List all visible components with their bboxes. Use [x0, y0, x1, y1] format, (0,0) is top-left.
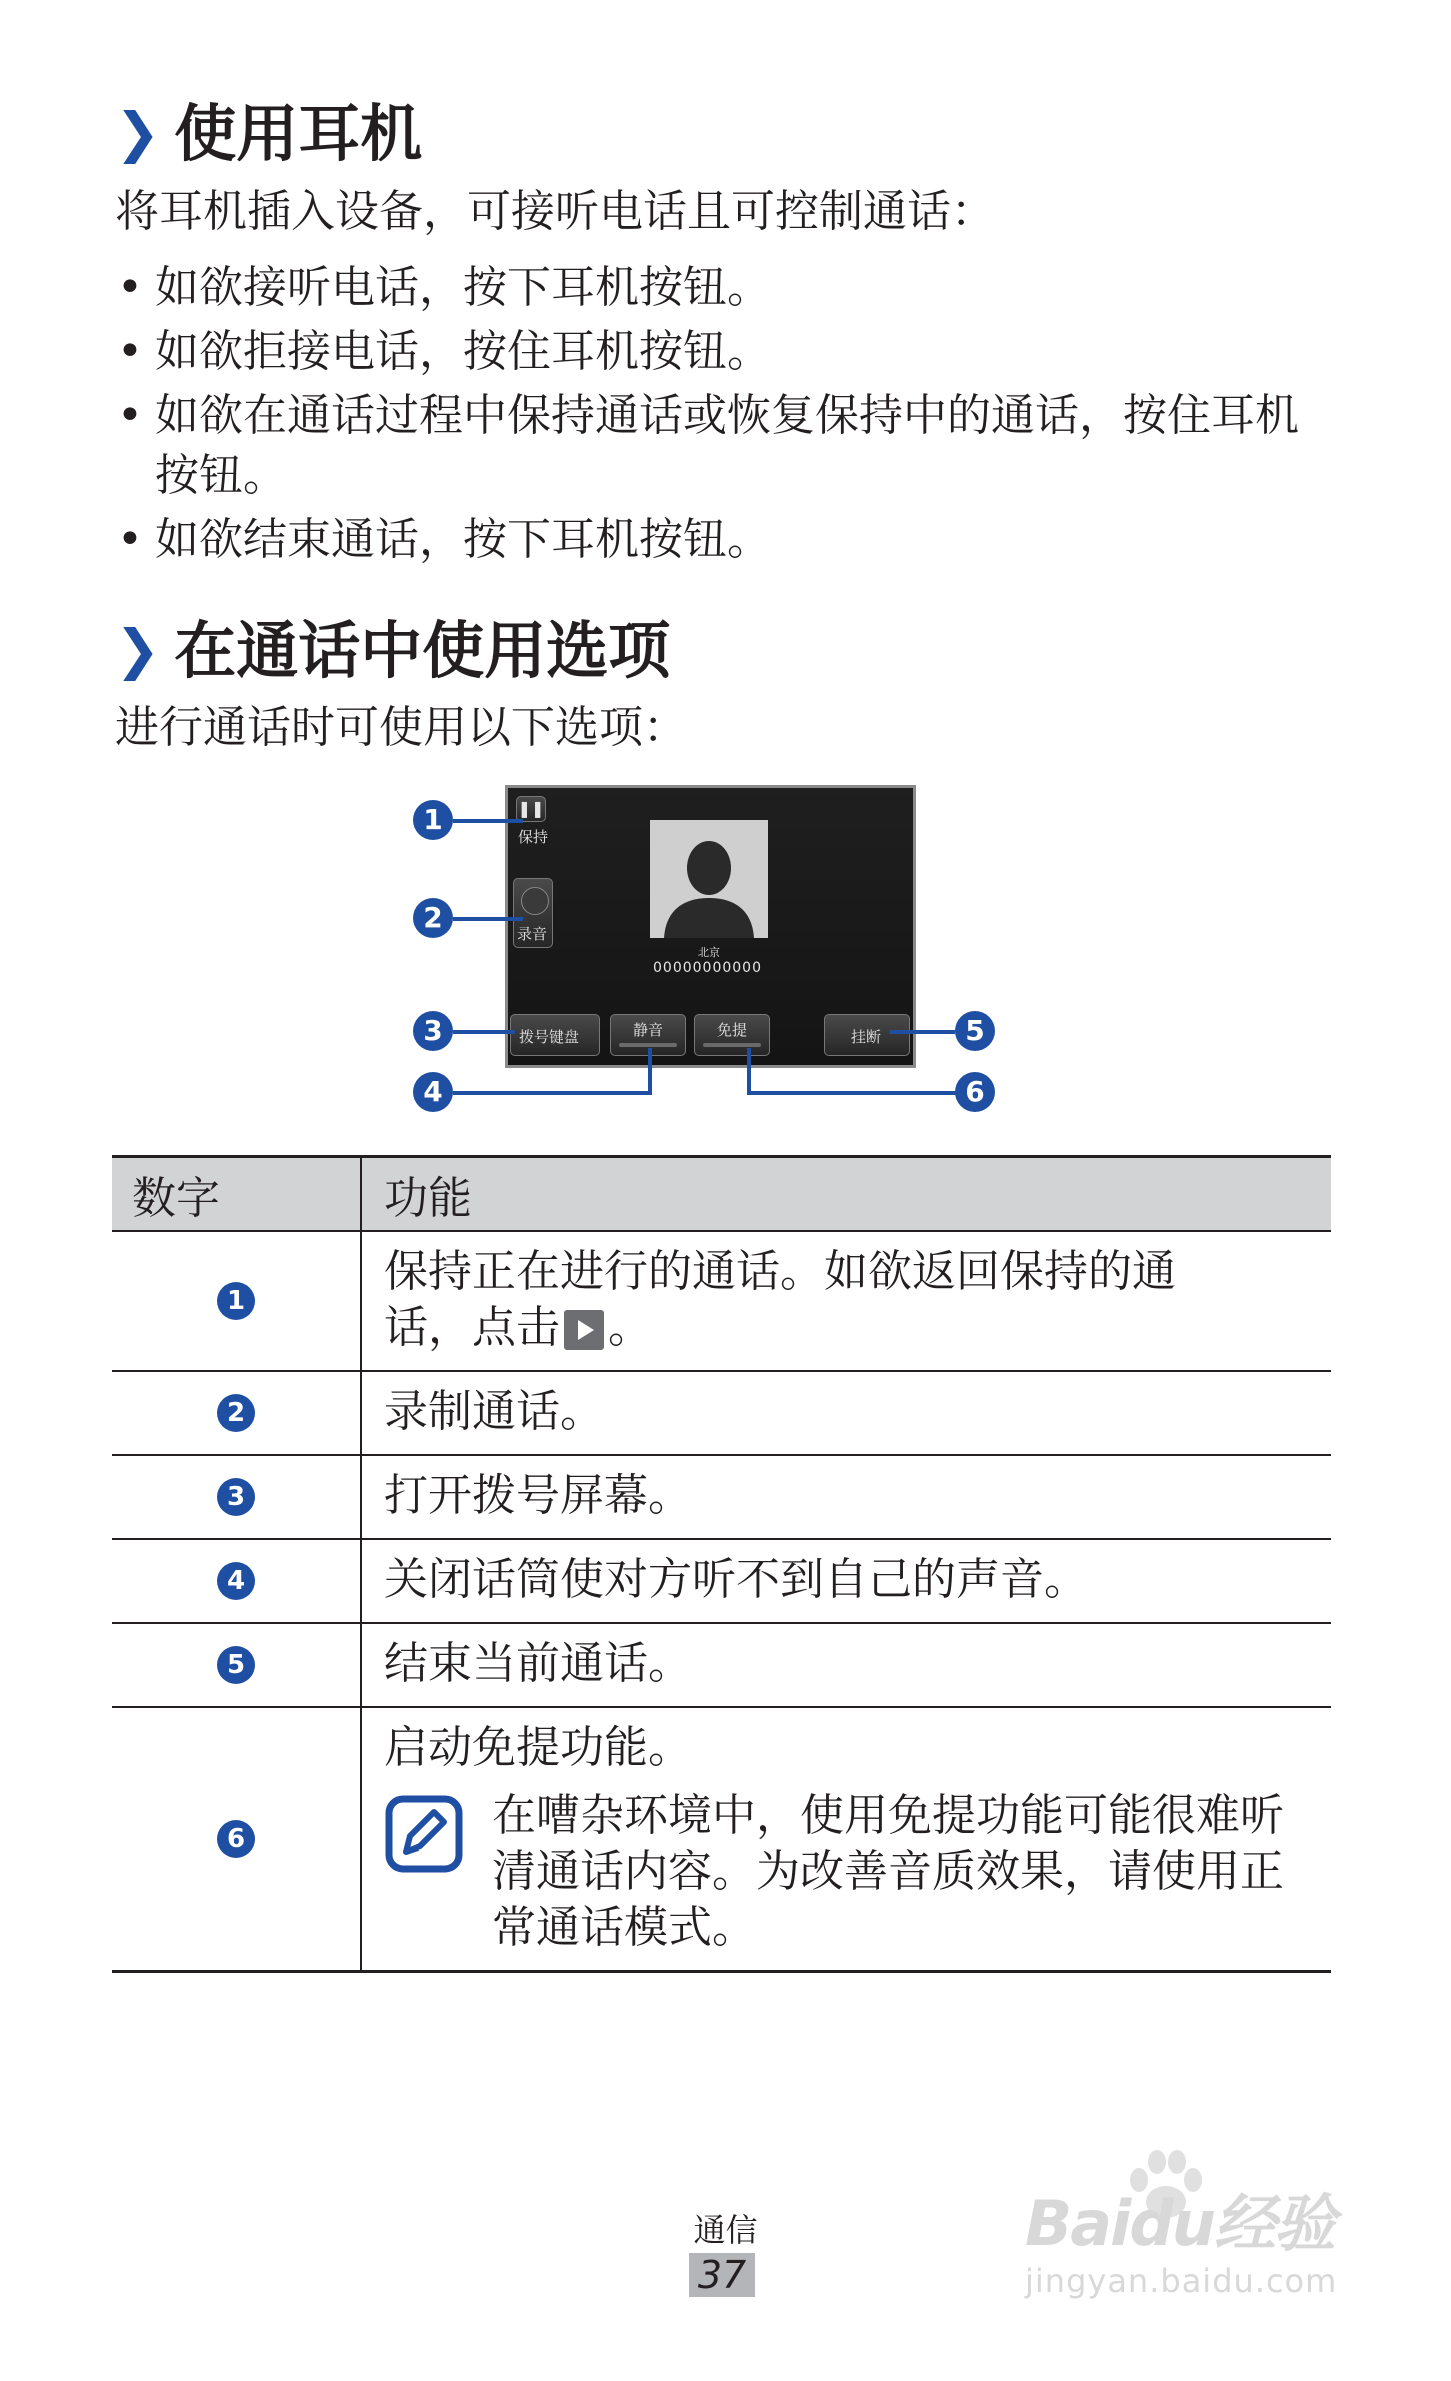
section-heading-in-call-options: ❯ 在通话中使用选项: [115, 614, 671, 687]
row-number-badge: 5: [217, 1646, 255, 1684]
note-text: 在嘈杂环境中，使用免提功能可能很难听清通话内容。为改善音质效果，请使用正常通话模式。: [492, 1790, 1284, 1953]
record-icon: [521, 887, 549, 915]
mute-button[interactable]: 静音: [610, 1014, 686, 1056]
caller-photo: [650, 820, 768, 938]
section-intro: 进行通话时可使用以下选项：: [115, 702, 687, 753]
table-row: [112, 1707, 1331, 1972]
row-number-badge: 6: [217, 1820, 255, 1858]
end-call-button[interactable]: 挂断: [824, 1014, 910, 1056]
table-row: [112, 1455, 1331, 1539]
list-item: • 如欲结束通话，按下耳机按钮。: [115, 510, 1355, 570]
callout-line: [890, 1030, 955, 1034]
record-label: 录音: [517, 925, 548, 943]
list-item: • 如欲拒接电话，按住耳机按钮。: [115, 322, 1355, 382]
callout-line: [453, 917, 523, 921]
headset-instructions-list: [115, 258, 1355, 574]
toggle-indicator: [619, 1043, 677, 1047]
record-button[interactable]: [513, 878, 553, 948]
callout-4: 4: [413, 1072, 453, 1112]
callout-2: 2: [413, 898, 453, 938]
table-row: [112, 1623, 1331, 1707]
row-number-badge: 4: [217, 1562, 255, 1600]
table-row: 1 保持正在进行的通话。如欲返回保持的通话，点击 。: [112, 1231, 1331, 1371]
pause-icon: ❚❚: [517, 799, 545, 818]
page-number: 37: [689, 2253, 755, 2297]
callout-line: [747, 1048, 751, 1093]
hold-label: 保持: [518, 828, 549, 846]
section-intro: 将耳机插入设备，可接听电话且可控制通话：: [115, 186, 995, 237]
callout-5: 5: [955, 1011, 995, 1051]
row-description: 录制通话。: [361, 1371, 1331, 1455]
section-heading-headset: ❯ 使用耳机: [115, 97, 423, 170]
watermark-brand: Baidu经验: [1025, 2187, 1334, 2260]
caller-city: 北京: [698, 946, 720, 959]
list-item: • 如欲在通话过程中保持通话或恢复保持中的通话，按住耳机按钮。: [115, 386, 1305, 506]
keypad-button[interactable]: 拨号键盘: [510, 1014, 600, 1056]
table-header-row: [112, 1157, 1331, 1232]
callout-3: 3: [413, 1011, 453, 1051]
row-description: 打开拨号屏幕。: [361, 1455, 1331, 1539]
callout-line: [747, 1091, 957, 1095]
callout-line: [453, 1030, 515, 1034]
callout-line: [453, 1091, 652, 1095]
table-row: [112, 1539, 1331, 1623]
row-description: 启动免提功能。: [384, 1722, 692, 1773]
column-header-function: 功能: [361, 1157, 1331, 1232]
note-box: [384, 1788, 1311, 1956]
in-call-screen-figure: [505, 785, 916, 1068]
note-pencil-icon: [384, 1794, 464, 1874]
row-description: 结束当前通话。: [361, 1623, 1331, 1707]
callout-line: [648, 1048, 652, 1093]
row-description: 保持正在进行的通话。如欲返回保持的通话，点击: [384, 1246, 1176, 1353]
callout-1: 1: [413, 800, 453, 840]
chevron-right-icon: ❯: [115, 101, 161, 164]
row-number-badge: 2: [217, 1394, 255, 1432]
toggle-indicator: [703, 1043, 761, 1047]
caller-number: 00000000000: [653, 960, 762, 976]
watermark: [1015, 2150, 1355, 2320]
row-number-badge: 3: [217, 1478, 255, 1516]
person-silhouette-icon: [650, 820, 768, 938]
list-item: • 如欲接听电话，按下耳机按钮。: [115, 258, 1355, 318]
column-header-number: 数字: [132, 1173, 220, 1224]
play-icon: [564, 1310, 604, 1350]
footer-section-name: 通信: [693, 2211, 758, 2249]
callout-line: [453, 819, 523, 823]
callout-6: 6: [955, 1072, 995, 1112]
row-description: 关闭话筒使对方听不到自己的声音。: [361, 1539, 1331, 1623]
chevron-right-icon: ❯: [115, 618, 161, 681]
row-number-badge: 1: [217, 1282, 255, 1320]
speaker-button[interactable]: 免提: [694, 1014, 770, 1056]
options-table: [112, 1155, 1331, 1973]
table-row: [112, 1371, 1331, 1455]
watermark-url: jingyan.baidu.com: [1025, 2262, 1338, 2300]
